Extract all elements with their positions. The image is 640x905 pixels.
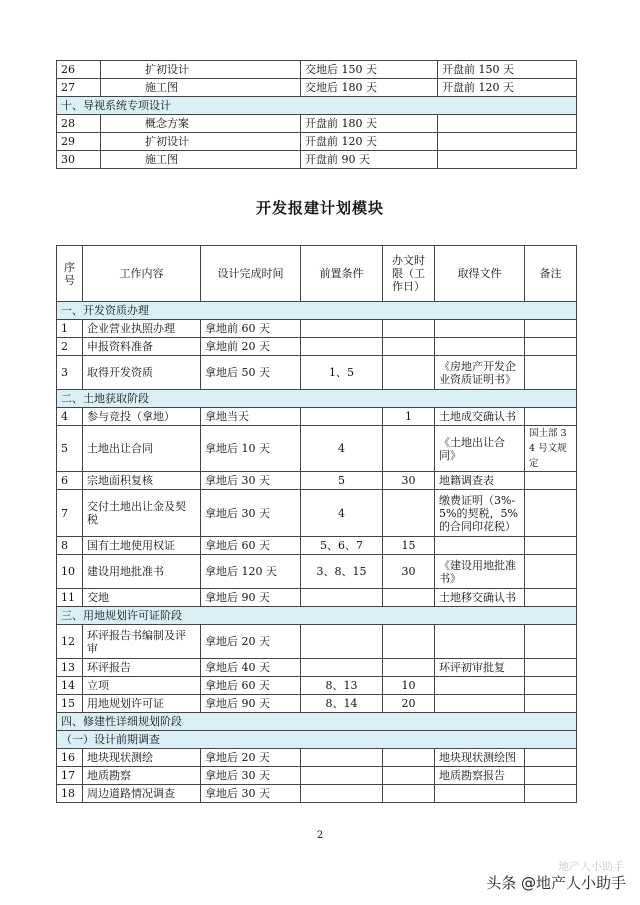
section-title: （一）设计前期调查 [57,731,577,749]
cell-note [525,472,577,490]
cell-time: 开盘前 120 天 [301,133,438,151]
cell-time: 拿地后 30 天 [201,767,301,785]
cell-no: 14 [57,677,83,695]
table-row [57,589,577,607]
cell-doc [435,320,525,338]
cell-item: 扩初设计 [101,61,301,79]
cell-doc [435,338,525,356]
cell-doc: 土地移交确认书 [435,589,525,607]
cell-no: 30 [57,151,101,169]
cell-pre: 4 [301,490,383,537]
cell-condition [438,151,577,169]
table-row [57,625,577,659]
cell-note [525,659,577,677]
cell-item: 施工图 [101,79,301,97]
cell-pre [301,767,383,785]
section-title: 十、导视系统专项设计 [57,97,577,115]
section-title: 三、用地规划许可证阶段 [57,607,577,625]
section-row [57,302,577,320]
cell-time: 拿地后 60 天 [201,537,301,555]
table-row [57,320,577,338]
cell-condition [438,115,577,133]
cell-time: 拿地后 60 天 [201,677,301,695]
cell-pre [301,785,383,803]
table-row [57,785,577,803]
cell-doc: 地块现状测绘图 [435,749,525,767]
cell-time: 拿地后 20 天 [201,749,301,767]
header-time: 设计完成时间 [201,246,301,302]
table-row [57,472,577,490]
cell-doc [435,695,525,713]
cell-note [525,749,577,767]
cell-pre [301,659,383,677]
cell-days: 1 [383,408,435,426]
permit-plan-table [56,245,577,803]
cell-doc [435,677,525,695]
cell-work: 企业营业执照办理 [83,320,201,338]
cell-pre: 3、8、15 [301,555,383,589]
cell-pre: 8、13 [301,677,383,695]
cell-no: 27 [57,79,101,97]
cell-note [525,555,577,589]
cell-work: 宗地面积复核 [83,472,201,490]
cell-no: 7 [57,490,83,537]
cell-doc: 土地成交确认书 [435,408,525,426]
cell-days [383,320,435,338]
cell-pre: 1、5 [301,356,383,390]
table-row [57,79,577,97]
page-number: 2 [316,830,324,841]
cell-no: 16 [57,749,83,767]
cell-no: 5 [57,426,83,472]
watermark-faint: 地产人小助手 [558,860,624,873]
cell-pre [301,338,383,356]
cell-note [525,677,577,695]
cell-no: 26 [57,61,101,79]
watermark: 头条 @地产人小助手 [486,874,626,892]
cell-work: 申报资料准备 [83,338,201,356]
cell-time: 拿地后 40 天 [201,659,301,677]
table-row [57,749,577,767]
cell-time: 拿地后 50 天 [201,356,301,390]
cell-days [383,659,435,677]
cell-pre: 8、14 [301,695,383,713]
cell-note [525,695,577,713]
cell-days [383,338,435,356]
cell-work: 用地规划许可证 [83,695,201,713]
cell-pre [301,320,383,338]
cell-doc: 《土地出让合同》 [435,426,525,472]
cell-work: 环评报告书编制及评审 [83,625,201,659]
cell-days [383,785,435,803]
cell-time: 交地后 180 天 [301,79,438,97]
cell-work: 土地出让合同 [83,426,201,472]
cell-note [525,785,577,803]
cell-item: 概念方案 [101,115,301,133]
cell-work: 国有土地使用权证 [83,537,201,555]
cell-time: 拿地后 90 天 [201,589,301,607]
section-row [57,607,577,625]
table-row [57,426,577,472]
header-note: 备注 [525,246,577,302]
cell-no: 18 [57,785,83,803]
section-title: 二、土地获取阶段 [57,390,577,408]
table-row [57,61,577,79]
cell-work: 地质勘察 [83,767,201,785]
cell-doc: 地籍调查表 [435,472,525,490]
table-row [57,408,577,426]
table-row [57,490,577,537]
cell-pre: 5、6、7 [301,537,383,555]
cell-time: 开盘前 180 天 [301,115,438,133]
page-title: 开发报建计划模块 [255,199,384,217]
section-title: 四、修建性详细规划阶段 [57,713,577,731]
cell-note [525,320,577,338]
table-row [57,767,577,785]
cell-doc: 《建设用地批准书》 [435,555,525,589]
cell-time: 拿地前 20 天 [201,338,301,356]
cell-note [525,338,577,356]
section-row [57,731,577,749]
cell-note [525,589,577,607]
top-schedule-table [56,60,577,169]
cell-days [383,426,435,472]
cell-no: 8 [57,537,83,555]
cell-no: 11 [57,589,83,607]
header-pre: 前置条件 [301,246,383,302]
cell-no: 29 [57,133,101,151]
cell-no: 1 [57,320,83,338]
cell-days: 20 [383,695,435,713]
cell-note: 国土部 34 号文规定 [525,426,577,472]
cell-doc: 地质勘察报告 [435,767,525,785]
cell-pre [301,408,383,426]
cell-time: 拿地当天 [201,408,301,426]
cell-note [525,408,577,426]
table-row [57,338,577,356]
cell-no: 10 [57,555,83,589]
table-header-row [57,246,577,302]
cell-doc [435,785,525,803]
cell-work: 交付土地出让金及契税 [83,490,201,537]
cell-work: 环评报告 [83,659,201,677]
table-row [57,659,577,677]
cell-condition: 开盘前 150 天 [438,61,577,79]
cell-no: 15 [57,695,83,713]
table-row [57,537,577,555]
header-no: 序号 [57,246,83,302]
cell-doc [435,537,525,555]
table-row [57,115,577,133]
cell-days [383,767,435,785]
section-row [57,97,577,115]
cell-note [525,356,577,390]
table-row [57,677,577,695]
cell-doc [435,625,525,659]
cell-pre [301,625,383,659]
cell-time: 拿地后 20 天 [201,625,301,659]
cell-pre [301,749,383,767]
cell-note [525,767,577,785]
cell-time: 拿地后 30 天 [201,785,301,803]
cell-item: 扩初设计 [101,133,301,151]
cell-time: 拿地后 30 天 [201,472,301,490]
cell-no: 3 [57,356,83,390]
cell-doc: 环评初审批复 [435,659,525,677]
cell-note [525,490,577,537]
cell-pre: 4 [301,426,383,472]
cell-days [383,490,435,537]
cell-no: 4 [57,408,83,426]
cell-no: 6 [57,472,83,490]
cell-work: 参与竞投（拿地） [83,408,201,426]
cell-days: 10 [383,677,435,695]
cell-no: 28 [57,115,101,133]
cell-doc: 《房地产开发企业资质证明书》 [435,356,525,390]
cell-days [383,356,435,390]
cell-days: 30 [383,555,435,589]
cell-time: 拿地后 30 天 [201,490,301,537]
table-row [57,356,577,390]
cell-time: 拿地后 90 天 [201,695,301,713]
cell-condition [438,133,577,151]
cell-time: 开盘前 90 天 [301,151,438,169]
cell-days [383,625,435,659]
cell-note [525,625,577,659]
section-row [57,390,577,408]
table-row [57,695,577,713]
table-row [57,555,577,589]
section-row [57,713,577,731]
cell-work: 立项 [83,677,201,695]
cell-condition: 开盘前 120 天 [438,79,577,97]
cell-work: 地块现状测绘 [83,749,201,767]
cell-pre [301,589,383,607]
cell-no: 12 [57,625,83,659]
cell-pre: 5 [301,472,383,490]
cell-time: 拿地前 60 天 [201,320,301,338]
cell-time: 拿地后 10 天 [201,426,301,472]
cell-note [525,537,577,555]
cell-work: 建设用地批准书 [83,555,201,589]
header-days: 办文时限（工作日） [383,246,435,302]
header-doc: 取得文件 [435,246,525,302]
cell-no: 17 [57,767,83,785]
cell-work: 交地 [83,589,201,607]
cell-no: 2 [57,338,83,356]
cell-days [383,749,435,767]
cell-days [383,589,435,607]
cell-time: 拿地后 120 天 [201,555,301,589]
header-work: 工作内容 [83,246,201,302]
section-title: 一、开发资质办理 [57,302,577,320]
cell-time: 交地后 150 天 [301,61,438,79]
table-row [57,151,577,169]
table-row [57,133,577,151]
cell-days: 30 [383,472,435,490]
cell-no: 13 [57,659,83,677]
cell-doc: 缴费证明（3%-5%的契税，5%的合同印花税） [435,490,525,537]
cell-item: 施工图 [101,151,301,169]
cell-days: 15 [383,537,435,555]
cell-work: 周边道路情况调查 [83,785,201,803]
cell-work: 取得开发资质 [83,356,201,390]
